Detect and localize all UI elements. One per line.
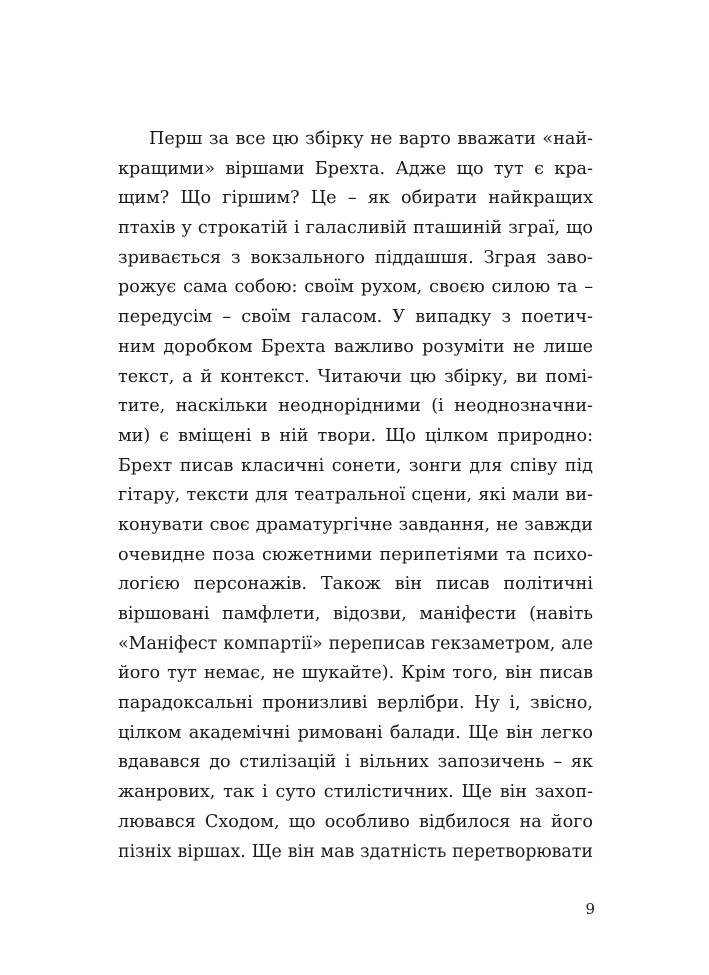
- text-line: щим? Що гіршим? Це – як обирати найкращих: [118, 188, 593, 209]
- text-line: віршовані памфлети, відозви, маніфести (навіть: [118, 604, 593, 624]
- text-line: Перш за все цю збірку не варто вважати «най-: [149, 129, 593, 149]
- text-line: тите, наскільки неоднорідними (і неоднозначни-: [118, 396, 593, 417]
- text-line: текст, а й контекст. Читаючи цю збірку, ви помі-: [118, 366, 593, 387]
- text-line: логією персонажів. Також він писав політичні: [118, 574, 593, 595]
- text-line: Брехт писав класичні сонети, зонги для співу під: [118, 455, 593, 476]
- text-line: пізніх віршах. Ще він мав здатність перетворювати: [118, 841, 593, 862]
- text-line: кращими» віршами Брехта. Адже що тут є кра-: [118, 158, 593, 179]
- text-line: очевидне поза сюжетними перипетіями та психо-: [118, 544, 593, 565]
- text-line: рожує сама собою: своїм рухом, своєю силою та –: [118, 277, 593, 298]
- text-line: «Маніфест компартії» переписав гекзаметром, але: [118, 633, 593, 654]
- text-line: лювався Сходом, що особливо відбилося на його: [118, 811, 593, 832]
- text-line: передусім – своїм галасом. У випадку з поетич-: [118, 307, 593, 328]
- page-number: 9: [585, 900, 595, 918]
- text-line: цілком академічні римовані балади. Ще він легко: [118, 722, 593, 743]
- body-paragraph: [118, 125, 593, 867]
- text-line: парадоксальні пронизливі верлібри. Ну і, звісно,: [118, 693, 593, 714]
- text-line: конувати своє драматургічне завдання, не завжди: [118, 514, 593, 535]
- text-line: ним доробком Брехта важливо розуміти не лише: [118, 336, 593, 357]
- text-line: птахів у строкатій і галасливій пташиній зграї, що: [118, 218, 593, 239]
- text-line: жанрових, так і суто стилістичних. Ще він захоп-: [118, 782, 593, 803]
- text-line: вдавався до стилізацій і вільних запозичень – як: [118, 752, 593, 773]
- text-line: його тут немає, не шукайте). Крім того, він писав: [118, 663, 593, 684]
- text-line: зривається з вокзального піддашшя. Зграя заво-: [118, 247, 593, 268]
- text-line: ми) є вміщені в ній твори. Що цілком природно:: [118, 425, 593, 446]
- text-line: гітару, тексти для театральної сцени, які мали ви-: [118, 485, 593, 506]
